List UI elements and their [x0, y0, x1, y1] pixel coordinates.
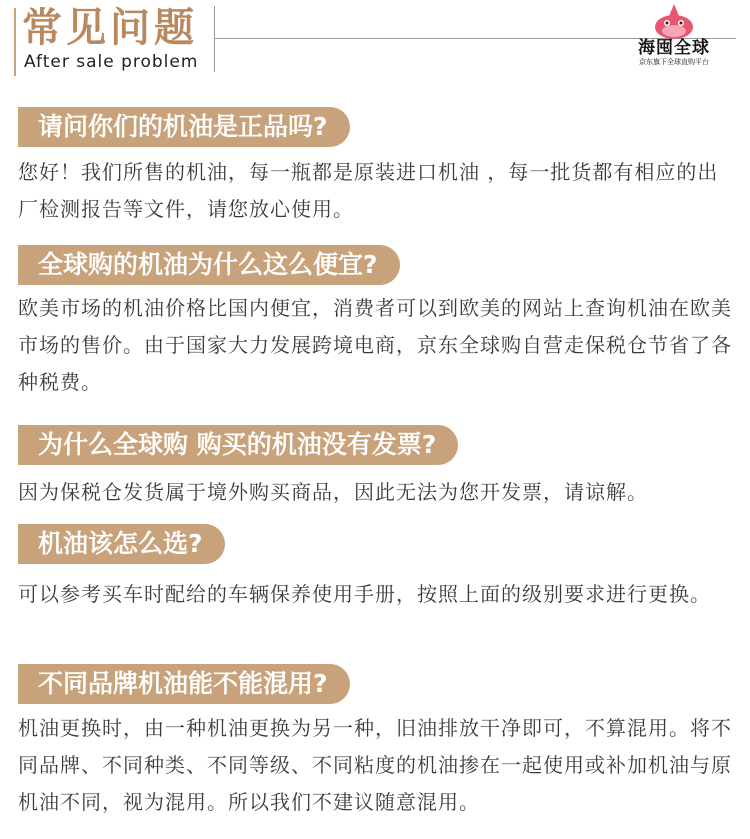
- faq-answer: 您好！我们所售的机油，每一瓶都是原装进口机油 ，每一批货都有相应的出厂检测报告等文件，请您放心使用。: [18, 160, 719, 221]
- mascot-icon: [651, 2, 697, 40]
- brand-logo: [634, 2, 714, 78]
- header-accent-bar: [14, 8, 16, 76]
- page-title: 常见问题: [22, 5, 198, 51]
- header-divider-vertical: [214, 6, 215, 72]
- faq-question: 不同品牌机油能不能混用?: [18, 664, 350, 704]
- faq-question: 全球购的机油为什么这么便宜?: [18, 245, 400, 285]
- faq-question: 请问你们的机油是正品吗?: [18, 107, 350, 147]
- faq-answer: 因为保税仓发货属于境外购买商品，因此无法为您开发票，请谅解。: [18, 480, 648, 504]
- page-header: [0, 0, 750, 80]
- faq-answer: 机油更换时，由一种机油更换为另一种，旧油排放干净即可，不算混用。将不同品牌、不同种类、不同等级、不同粘度的机油掺在一起使用或补加机油与原机油不同，视为混用。所以我们不建议随意混用。: [18, 716, 732, 814]
- logo-name: 海囤全球: [638, 38, 710, 58]
- faq-question: 机油该怎么选?: [18, 524, 225, 564]
- page-subtitle: After sale problem: [24, 52, 199, 72]
- logo-tagline: 京东旗下全球直购平台: [639, 58, 709, 66]
- faq-question: 为什么全球购 购买的机油没有发票?: [18, 425, 458, 465]
- faq-answer: 可以参考买车时配给的车辆保养使用手册，按照上面的级别要求进行更换。: [18, 582, 711, 606]
- faq-answer: 欧美市场的机油价格比国内便宜，消费者可以到欧美的网站上查询机油在欧美市场的售价。由于国家大力发展跨境电商，京东全球购自营走保税仓节省了各种税费。: [18, 296, 732, 394]
